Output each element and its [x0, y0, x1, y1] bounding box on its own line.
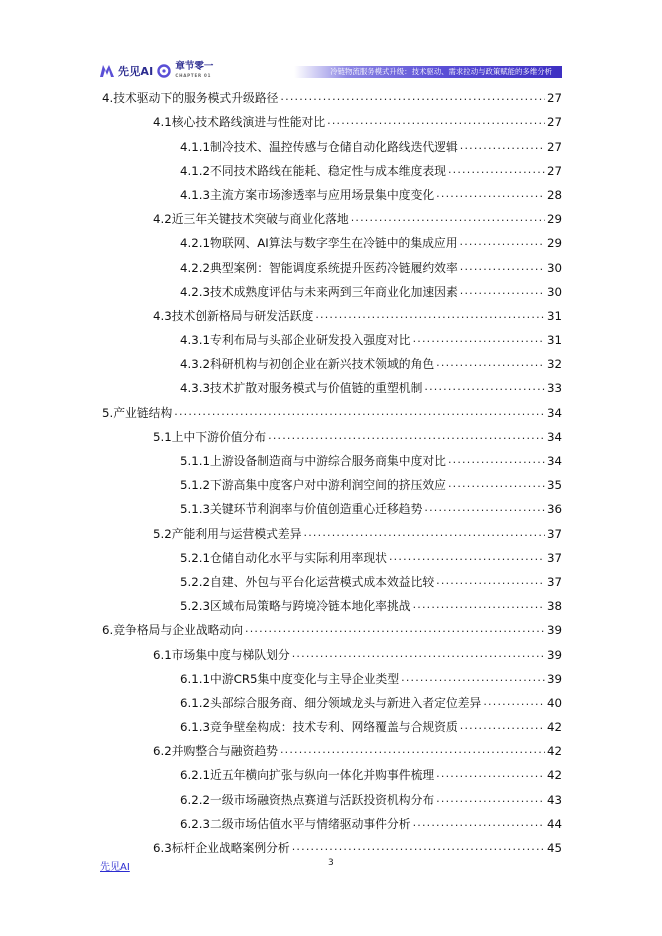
toc-entry-page: 45 [546, 841, 562, 855]
toc-entry[interactable] [102, 517, 562, 541]
toc-leader-dots [448, 452, 545, 469]
toc-entry-title: 6.2并购整合与融资趋势 [153, 744, 278, 759]
toc-entry[interactable] [102, 663, 562, 687]
toc-entry[interactable] [102, 372, 562, 396]
toc-leader-dots [268, 428, 545, 445]
toc-entry-page: 30 [546, 284, 562, 299]
toc-leader-dots [460, 234, 545, 251]
toc-entry-page: 29 [546, 236, 562, 251]
toc-entry-title: 6.1.1中游CR5集中度变化与主导企业类型 [180, 671, 400, 686]
toc-entry-title: 4.3.2科研机构与初创企业在新兴技术领域的角色 [180, 357, 435, 372]
toc-entry[interactable] [102, 469, 562, 493]
footer-link[interactable]: 先见AI [100, 862, 130, 873]
toc-entry[interactable] [102, 251, 562, 275]
toc-entry[interactable] [102, 735, 562, 759]
toc-entry[interactable] [102, 808, 562, 832]
toc-entry-page: 27 [546, 163, 562, 178]
toc-entry[interactable] [102, 130, 562, 154]
toc-entry-page: 27 [546, 115, 562, 130]
toc-entry-title: 5.产业链结构 [102, 405, 173, 420]
toc-entry-title: 5.1.1上游设备制造商与中游综合服务商集中度对比 [180, 454, 446, 468]
toc-leader-dots [327, 113, 545, 130]
toc-leader-dots [436, 573, 545, 590]
toc-entry-page: 29 [546, 212, 562, 227]
toc-leader-dots [436, 766, 545, 783]
toc-entry[interactable] [102, 832, 562, 856]
toc-entry-page: 34 [546, 429, 562, 444]
toc-leader-dots [174, 404, 545, 421]
partner-name: 章节零一 [175, 61, 214, 72]
toc-entry-page: 37 [546, 574, 562, 589]
toc-entry-page: 40 [546, 695, 562, 710]
toc-entry-title: 6.2.2一级市场融资热点赛道与活跃投资机构分布 [180, 792, 435, 807]
toc-leader-dots [401, 670, 545, 687]
toc-entry-page: 35 [546, 478, 562, 493]
toc-entry-title: 4.1.3主流方案市场渗透率与应用场景集中度变化 [180, 187, 435, 202]
toc-entry-title: 5.1.3关键环节利润率与价值创造重心迁移趋势 [180, 502, 423, 517]
toc-entry-page: 37 [546, 526, 562, 541]
toc-entry[interactable] [102, 396, 562, 420]
toc-leader-dots [424, 379, 545, 396]
toc-entry-page: 42 [546, 744, 562, 759]
toc-entry-page: 37 [546, 550, 562, 565]
toc-leader-dots [460, 718, 545, 735]
toc-entry[interactable] [102, 445, 562, 469]
toc-entry-page: 39 [546, 647, 562, 662]
page-header [0, 0, 662, 82]
toc-entry[interactable] [102, 276, 562, 300]
toc-leader-dots [413, 597, 545, 614]
toc-entry-title: 4.1.2不同技术路线在能耗、稳定性与成本维度表现 [180, 163, 446, 178]
toc-leader-dots [460, 283, 545, 300]
toc-entry-page: 28 [546, 187, 562, 202]
toc-entry-title: 6.3标杆企业战略案例分析 [153, 841, 290, 855]
toc-entry-page: 27 [546, 139, 562, 154]
banner-text: 冷链物流服务模式升级：技术驱动、需求拉动与政策赋能的多维分析 [330, 67, 552, 76]
toc-entry[interactable] [102, 614, 562, 638]
toc-entry-page: 34 [546, 454, 562, 468]
toc-entry-page: 32 [546, 357, 562, 372]
toc-leader-dots [460, 138, 545, 155]
toc-leader-dots [280, 89, 545, 106]
toc-entry[interactable] [102, 638, 562, 662]
toc-entry-title: 6.2.1近五年横向扩张与纵向一体化并购事件梳理 [180, 768, 435, 783]
toc-leader-dots [460, 259, 545, 276]
toc-entry-title: 4.2.3技术成熟度评估与未来两到三年商业化加速因素 [180, 284, 458, 299]
toc-entry-title: 6.2.3二级市场估值水平与情绪驱动事件分析 [180, 816, 411, 831]
toc-entry-page: 39 [546, 623, 562, 638]
toc-leader-dots [436, 791, 545, 808]
toc-leader-dots [436, 186, 545, 203]
toc-entry-title: 4.技术驱动下的服务模式升级路径 [102, 91, 279, 106]
toc-entry[interactable] [102, 493, 562, 517]
partner-logo [175, 62, 213, 80]
toc-entry-title: 4.3技术创新格局与研发活跃度 [153, 308, 314, 323]
toc-leader-dots [413, 331, 545, 348]
page-number: 3 [328, 858, 334, 868]
toc-entry-title: 4.3.3技术扩散对服务模式与价值链的重塑机制 [180, 381, 423, 396]
toc-entry[interactable] [102, 421, 562, 445]
toc-entry[interactable] [102, 759, 562, 783]
toc-entry-page: 33 [546, 381, 562, 396]
toc-entry-page: 31 [546, 308, 562, 323]
toc-entry-page: 30 [546, 260, 562, 275]
toc-leader-dots [351, 210, 545, 227]
toc-leader-dots [292, 646, 545, 663]
toc-leader-dots [436, 355, 545, 372]
table-of-contents [102, 82, 562, 856]
toc-entry-page: 31 [546, 333, 562, 348]
toc-entry-title: 4.2.2典型案例：智能调度系统提升医药冷链履约效率 [180, 260, 458, 275]
toc-entry-title: 5.2.2自建、外包与平台化运营模式成本效益比较 [180, 574, 435, 589]
toc-entry-title: 6.1.3竞争壁垒构成：技术专利、网络覆盖与合规资质 [180, 720, 458, 735]
toc-entry-page: 44 [546, 816, 562, 831]
toc-leader-dots [245, 621, 545, 638]
toc-leader-dots [389, 549, 545, 566]
toc-leader-dots [483, 694, 545, 711]
toc-leader-dots [448, 476, 545, 493]
toc-entry[interactable] [102, 566, 562, 590]
partner-sub: CHAPTER 01 [175, 73, 212, 78]
toc-entry[interactable] [102, 106, 562, 130]
toc-leader-dots [413, 815, 545, 832]
toc-entry-title: 5.1.2下游高集中度客户对中游利润空间的挤压效应 [180, 478, 446, 493]
header-banner [294, 66, 562, 78]
toc-entry[interactable] [102, 227, 562, 251]
toc-entry[interactable] [102, 300, 562, 324]
toc-leader-dots [292, 839, 545, 856]
xianjian-logo-icon [100, 65, 114, 77]
toc-entry-title: 6.1市场集中度与梯队划分 [153, 647, 290, 662]
toc-entry[interactable] [102, 179, 562, 203]
toc-entry[interactable] [102, 348, 562, 372]
toc-entry-title: 4.3.1专利布局与头部企业研发投入强度对比 [180, 333, 411, 348]
toc-entry-title: 4.2近三年关键技术突破与商业化落地 [153, 212, 349, 227]
toc-entry[interactable] [102, 687, 562, 711]
toc-leader-dots [424, 500, 545, 517]
toc-entry-title: 5.2产能利用与运营模式差异 [153, 526, 302, 541]
toc-entry-title: 4.1.1制冷技术、温控传感与仓储自动化路线迭代逻辑 [180, 139, 458, 154]
toc-entry-title: 4.1核心技术路线演进与性能对比 [153, 115, 326, 130]
logo [100, 62, 213, 80]
toc-leader-dots [448, 162, 545, 179]
logo-text: 先见AI [118, 65, 154, 78]
toc-entry-title: 5.2.1仓储自动化水平与实际利用率现状 [180, 550, 387, 565]
toc-entry-page: 39 [546, 671, 562, 686]
toc-entry-title: 4.2.1物联网、AI算法与数字孪生在冷链中的集成应用 [180, 236, 458, 251]
toc-entry-page: 38 [546, 599, 562, 614]
toc-leader-dots [280, 742, 545, 759]
toc-entry[interactable] [102, 324, 562, 348]
chapter-logo-icon [157, 64, 171, 78]
toc-entry-page: 34 [546, 405, 562, 420]
toc-entry-title: 6.1.2头部综合服务商、细分领域龙头与新进入者定位差异 [180, 695, 482, 710]
toc-leader-dots [304, 525, 545, 542]
toc-entry-title: 6.竞争格局与企业战略动向 [102, 623, 244, 638]
toc-leader-dots [315, 307, 545, 324]
toc-entry-page: 27 [546, 91, 562, 106]
toc-entry[interactable] [102, 82, 562, 106]
toc-entry-page: 42 [546, 768, 562, 783]
toc-entry-title: 5.1上中下游价值分布 [153, 429, 267, 444]
toc-entry[interactable] [102, 783, 562, 807]
toc-entry-page: 42 [546, 720, 562, 735]
toc-entry[interactable] [102, 590, 562, 614]
toc-entry-page: 43 [546, 792, 562, 807]
toc-entry[interactable] [102, 155, 562, 179]
toc-entry-title: 5.2.3区域布局策略与跨境冷链本地化率挑战 [180, 599, 411, 614]
toc-entry-page: 36 [546, 502, 562, 517]
toc-entry[interactable] [102, 203, 562, 227]
toc-entry[interactable] [102, 542, 562, 566]
toc-entry[interactable] [102, 711, 562, 735]
